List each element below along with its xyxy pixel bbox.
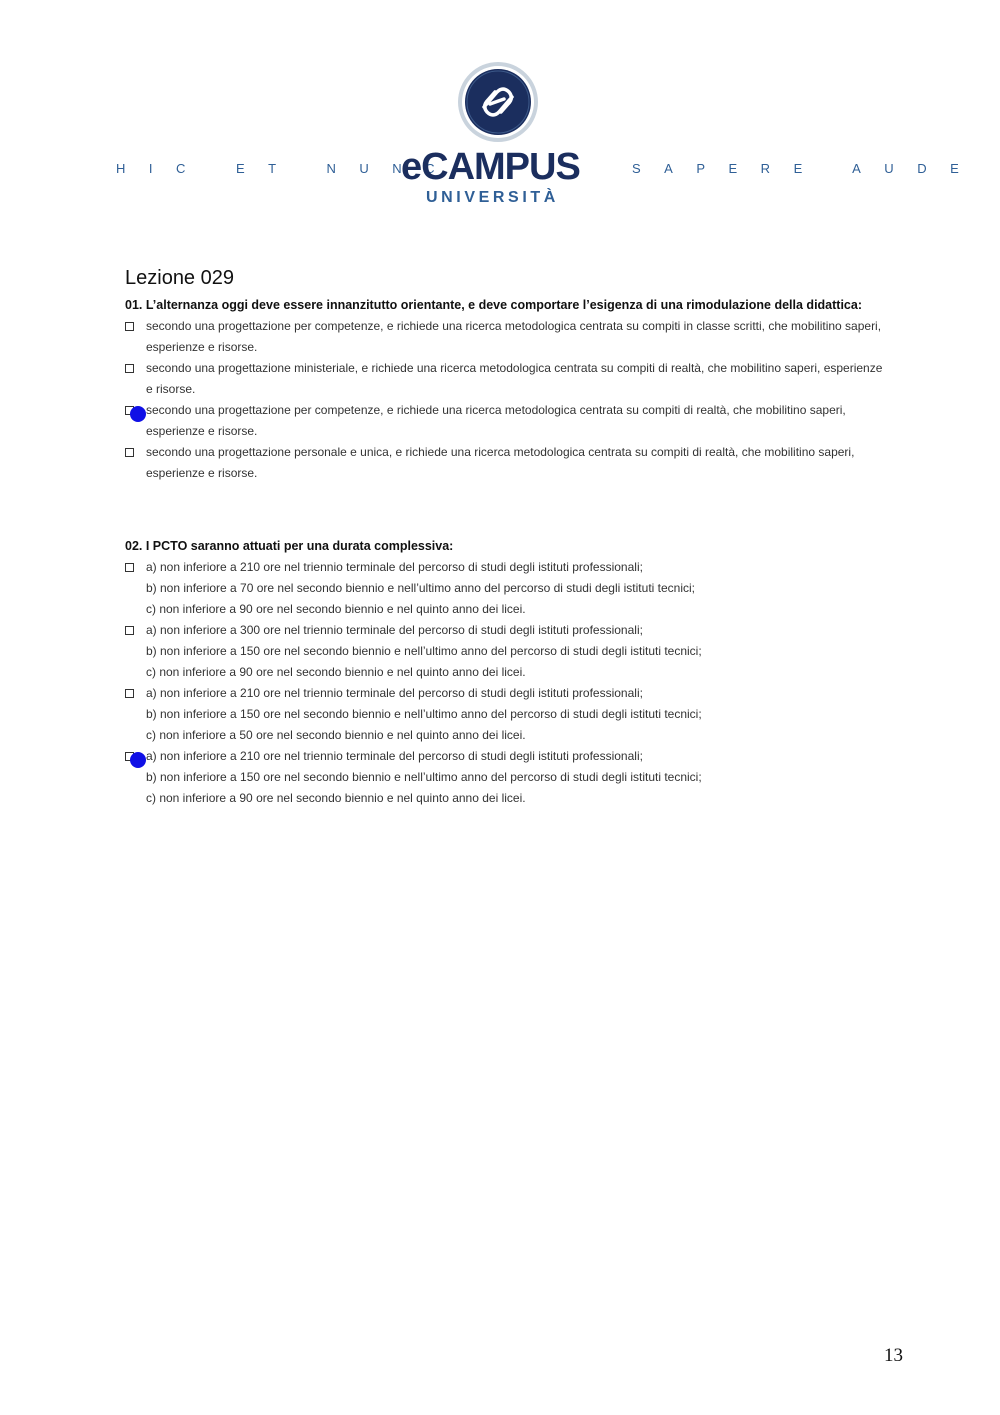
page-header bbox=[0, 0, 1000, 230]
quiz-content bbox=[125, 264, 885, 809]
answer-option[interactable] bbox=[125, 358, 885, 400]
answer-option-text: b) non inferiore a 150 ore nel secondo biennio e nell’ultimo anno del percorso di studi degli istituti tecnici; bbox=[146, 770, 702, 784]
option-list bbox=[125, 557, 885, 809]
answer-option[interactable] bbox=[125, 400, 885, 442]
answer-checkbox[interactable] bbox=[125, 364, 134, 373]
answer-option-text: a) non inferiore a 300 ore nel triennio terminale del percorso di studi degli istituti professionali; bbox=[146, 623, 643, 637]
answer-checkbox[interactable] bbox=[125, 448, 134, 457]
ecampus-seal-icon bbox=[457, 61, 539, 143]
selected-answer-marker bbox=[130, 752, 146, 768]
answer-option-text: b) non inferiore a 150 ore nel secondo biennio e nell’ultimo anno del percorso di studi degli istituti tecnici; bbox=[146, 644, 702, 658]
brand-subtitle: UNIVERSITÀ bbox=[426, 189, 559, 206]
answer-checkbox[interactable] bbox=[125, 563, 134, 572]
lesson-title: Lezione 029 bbox=[125, 267, 234, 289]
brand-name: eCAMPUS bbox=[401, 147, 580, 185]
answer-checkbox[interactable] bbox=[125, 626, 134, 635]
answer-option-text: c) non inferiore a 90 ore nel secondo biennio e nel quinto anno dei licei. bbox=[146, 602, 526, 616]
answer-option[interactable] bbox=[125, 620, 885, 683]
answer-checkbox[interactable] bbox=[125, 689, 134, 698]
motto-left: HIC ET NUNC bbox=[116, 161, 459, 176]
answer-checkbox[interactable] bbox=[125, 322, 134, 331]
answer-option[interactable] bbox=[125, 442, 885, 484]
option-list bbox=[125, 316, 885, 484]
answer-option-text: a) non inferiore a 210 ore nel triennio terminale del percorso di studi degli istituti professionali; bbox=[146, 686, 643, 700]
answer-option[interactable] bbox=[125, 557, 885, 620]
question-text: 01. L’alternanza oggi deve essere innanzitutto orientante, e deve comportare l’esigenza di una rimodulazione della didattica: bbox=[125, 298, 862, 312]
answer-option-text: b) non inferiore a 70 ore nel secondo biennio e nell’ultimo anno del percorso di studi degli istituti tecnici; bbox=[146, 581, 695, 595]
answer-option-text: a) non inferiore a 210 ore nel triennio terminale del percorso di studi degli istituti professionali; bbox=[146, 749, 643, 763]
answer-option-text: secondo una progettazione per competenze, e richiede una ricerca metodologica centrata su compiti in classe scritti, che mobilitino saperi, esperienze e risorse. bbox=[146, 319, 882, 354]
motto-right: SAPERE AUDE bbox=[632, 161, 983, 176]
question-block bbox=[125, 536, 885, 809]
answer-option[interactable] bbox=[125, 746, 885, 809]
question-text: 02. I PCTO saranno attuati per una durata complessiva: bbox=[125, 539, 454, 553]
answer-option-text: b) non inferiore a 150 ore nel secondo biennio e nell’ultimo anno del percorso di studi degli istituti tecnici; bbox=[146, 707, 702, 721]
answer-option-text: c) non inferiore a 90 ore nel secondo biennio e nel quinto anno dei licei. bbox=[146, 791, 526, 805]
answer-option-text: secondo una progettazione per competenze, e richiede una ricerca metodologica centrata su compiti di realtà, che mobilitino saperi, esperienze e risorse. bbox=[146, 403, 846, 438]
answer-option[interactable] bbox=[125, 316, 885, 358]
answer-option-text: secondo una progettazione personale e unica, e richiede una ricerca metodologica centrata su compiti di realtà, che mobilitino saperi, esperienze e risorse. bbox=[146, 445, 855, 480]
question-list bbox=[125, 295, 885, 809]
answer-option-text: a) non inferiore a 210 ore nel triennio terminale del percorso di studi degli istituti professionali; bbox=[146, 560, 643, 574]
answer-option[interactable] bbox=[125, 683, 885, 746]
brand-logo bbox=[401, 147, 601, 185]
answer-option-text: c) non inferiore a 50 ore nel secondo biennio e nel quinto anno dei licei. bbox=[146, 728, 526, 742]
answer-option-text: secondo una progettazione ministeriale, e richiede una ricerca metodologica centrata su compiti di realtà, che mobilitino saperi, esperienze e risorse. bbox=[146, 361, 883, 396]
selected-answer-marker bbox=[130, 406, 146, 422]
answer-option-text: c) non inferiore a 90 ore nel secondo biennio e nel quinto anno dei licei. bbox=[146, 665, 526, 679]
page-number: 13 bbox=[884, 1345, 903, 1366]
question-block bbox=[125, 295, 885, 484]
